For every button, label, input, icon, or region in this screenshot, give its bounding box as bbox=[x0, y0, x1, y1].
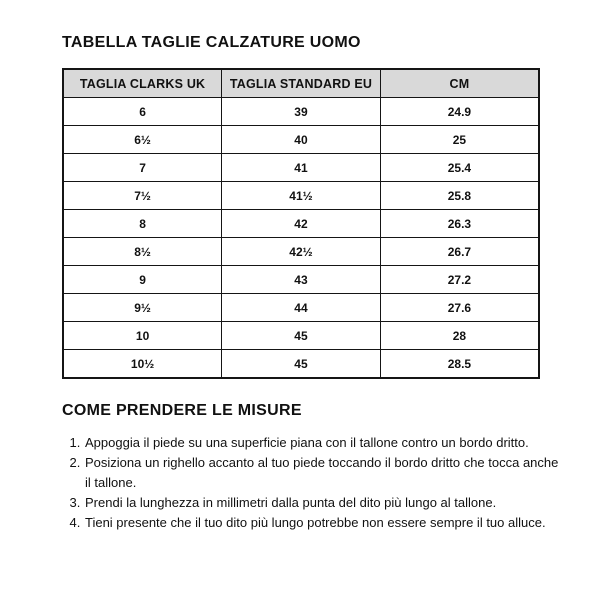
measure-section-title: COME PRENDERE LE MISURE bbox=[62, 402, 302, 419]
table-row bbox=[63, 238, 539, 266]
table-row bbox=[63, 294, 539, 322]
cell-uk: 6½ bbox=[63, 126, 222, 154]
cell-cm: 28 bbox=[380, 322, 539, 350]
cell-uk: 9 bbox=[63, 266, 222, 294]
cell-cm: 26.7 bbox=[380, 238, 539, 266]
table-row bbox=[63, 322, 539, 350]
size-table-header-row bbox=[63, 69, 539, 98]
cell-eu: 40 bbox=[222, 126, 381, 154]
table-row bbox=[63, 126, 539, 154]
cell-cm: 28.5 bbox=[380, 350, 539, 379]
cell-eu: 45 bbox=[222, 350, 381, 379]
cell-uk: 8 bbox=[63, 210, 222, 238]
cell-eu: 41 bbox=[222, 154, 381, 182]
table-row bbox=[63, 182, 539, 210]
size-table bbox=[62, 68, 540, 379]
measure-steps-list bbox=[62, 433, 566, 533]
column-header-clarks-uk: TAGLIA CLARKS UK bbox=[63, 69, 222, 98]
table-row bbox=[63, 266, 539, 294]
cell-cm: 27.6 bbox=[380, 294, 539, 322]
column-header-standard-eu: TAGLIA STANDARD EU bbox=[222, 69, 381, 98]
table-row bbox=[63, 210, 539, 238]
cell-cm: 27.2 bbox=[380, 266, 539, 294]
cell-cm: 25.4 bbox=[380, 154, 539, 182]
cell-uk: 7 bbox=[63, 154, 222, 182]
table-row bbox=[63, 98, 539, 126]
cell-eu: 42½ bbox=[222, 238, 381, 266]
cell-uk: 10 bbox=[63, 322, 222, 350]
cell-eu: 44 bbox=[222, 294, 381, 322]
table-row bbox=[63, 350, 539, 379]
measure-step-2: 2. Posiziona un righello accanto al tuo piede toccando il bordo dritto che tocca anche il tallone. bbox=[84, 453, 566, 493]
size-table-title: TABELLA TAGLIE CALZATURE UOMO bbox=[62, 34, 361, 51]
cell-eu: 42 bbox=[222, 210, 381, 238]
column-header-cm: CM bbox=[380, 69, 539, 98]
measure-step-4: 4. Tieni presente che il tuo dito più lungo potrebbe non essere sempre il tuo alluce. bbox=[84, 513, 566, 533]
cell-uk: 8½ bbox=[63, 238, 222, 266]
cell-eu: 45 bbox=[222, 322, 381, 350]
cell-uk: 6 bbox=[63, 98, 222, 126]
cell-eu: 43 bbox=[222, 266, 381, 294]
cell-uk: 10½ bbox=[63, 350, 222, 379]
table-row bbox=[63, 154, 539, 182]
measure-step-1: 1. Appoggia il piede su una superficie piana con il tallone contro un bordo dritto. bbox=[84, 433, 566, 453]
cell-cm: 24.9 bbox=[380, 98, 539, 126]
cell-eu: 39 bbox=[222, 98, 381, 126]
cell-cm: 25.8 bbox=[380, 182, 539, 210]
cell-uk: 7½ bbox=[63, 182, 222, 210]
cell-cm: 25 bbox=[380, 126, 539, 154]
cell-eu: 41½ bbox=[222, 182, 381, 210]
measure-step-3: 3. Prendi la lunghezza in millimetri dalla punta del dito più lungo al tallone. bbox=[84, 493, 566, 513]
cell-uk: 9½ bbox=[63, 294, 222, 322]
cell-cm: 26.3 bbox=[380, 210, 539, 238]
